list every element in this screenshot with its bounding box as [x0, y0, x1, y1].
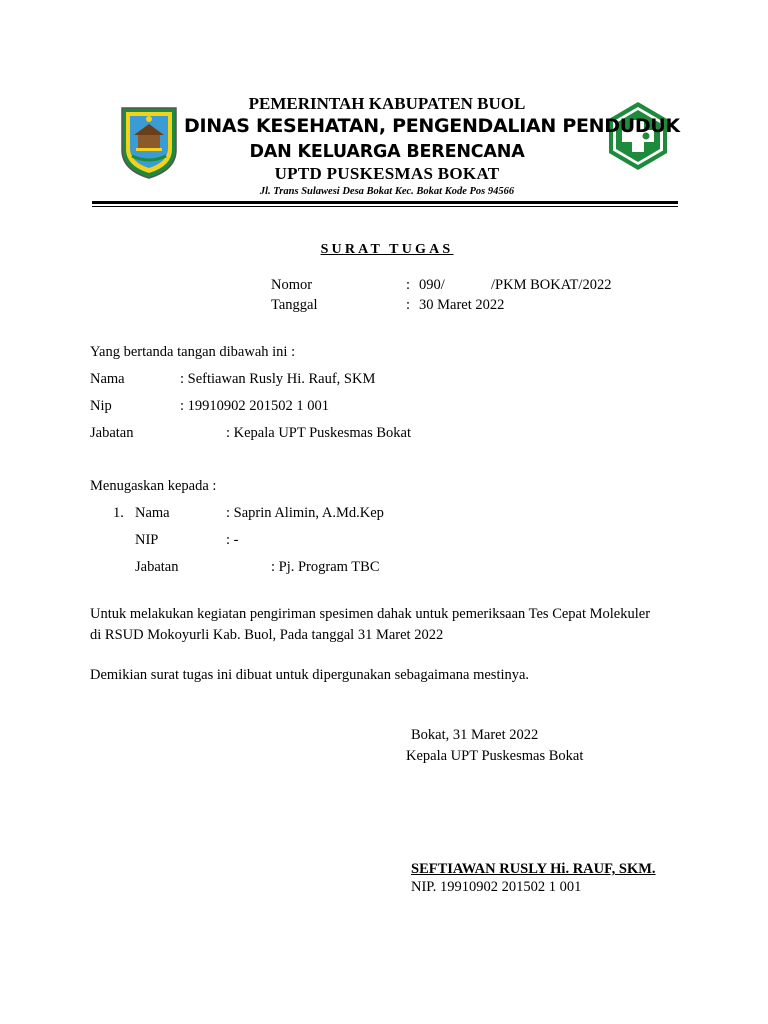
assignee-nama-value: : Saprin Alimin, A.Md.Kep: [226, 505, 384, 521]
signature-position: Kepala UPT Puskesmas Bokat: [406, 748, 584, 764]
assignee-nip-label: NIP: [135, 532, 159, 548]
signer-nama-value: : Seftiawan Rusly Hi. Rauf, SKM: [180, 371, 376, 387]
signature-place-date: Bokat, 31 Maret 2022: [411, 727, 539, 743]
assignee-jabatan-value: : Pj. Program TBC: [271, 559, 380, 575]
header-government: PEMERINTAH KABUPATEN BUOL: [248, 94, 526, 113]
closing-statement: Demikian surat tugas ini dibuat untuk dipergunakan sebagaimana mestinya.: [90, 667, 530, 683]
nomor-separator: :: [406, 277, 411, 293]
header-address: Jl. Trans Sulawesi Desa Bokat Kec. Bokat Kode Pos 94566: [259, 186, 515, 197]
tanggal-label: Tanggal: [271, 297, 318, 313]
assignee-nama-label: Nama: [135, 505, 170, 521]
tanggal-value: 30 Maret 2022: [419, 297, 505, 313]
tanggal-separator: :: [406, 297, 411, 313]
signer-jabatan-label: Jabatan: [90, 425, 134, 441]
signer-nip-label: Nip: [90, 398, 112, 414]
assign-intro: Menugaskan kepada :: [90, 478, 217, 494]
header-agency-cont: DAN KELUARGA BERENCANA: [249, 142, 525, 162]
signature-name: SEFTIAWAN RUSLY Hi. RAUF, SKM.: [411, 861, 656, 877]
signature-nip: NIP. 19910902 201502 1 001: [411, 879, 582, 895]
assignee-nip-value: : -: [226, 532, 239, 548]
header-agency: DINAS KESEHATAN, PENGENDALIAN PENDUDUK: [184, 115, 680, 137]
nomor-suffix: /PKM BOKAT/2022: [491, 277, 612, 293]
document-title: SURAT TUGAS: [320, 242, 454, 257]
header-unit: UPTD PUSKESMAS BOKAT: [274, 164, 500, 183]
letterhead-rule-thick: [92, 201, 678, 204]
letterhead-rule-thin: [92, 206, 678, 207]
nomor-prefix: 090/: [419, 277, 445, 293]
signer-intro: Yang bertanda tangan dibawah ini :: [90, 344, 296, 360]
assignee-jabatan-label: Jabatan: [135, 559, 179, 575]
signer-nip-value: : 19910902 201502 1 001: [180, 398, 330, 414]
assignee-number: 1.: [113, 505, 124, 521]
nomor-label: Nomor: [271, 277, 313, 293]
purpose-line-2: di RSUD Mokoyurli Kab. Buol, Pada tanggal 31 Maret 2022: [90, 627, 444, 643]
purpose-line-1: Untuk melakukan kegiatan pengiriman spesimen dahak untuk pemeriksaan Tes Cepat Molekuler: [90, 606, 651, 622]
signer-nama-label: Nama: [90, 371, 125, 387]
signer-jabatan-value: : Kepala UPT Puskesmas Bokat: [226, 425, 411, 441]
